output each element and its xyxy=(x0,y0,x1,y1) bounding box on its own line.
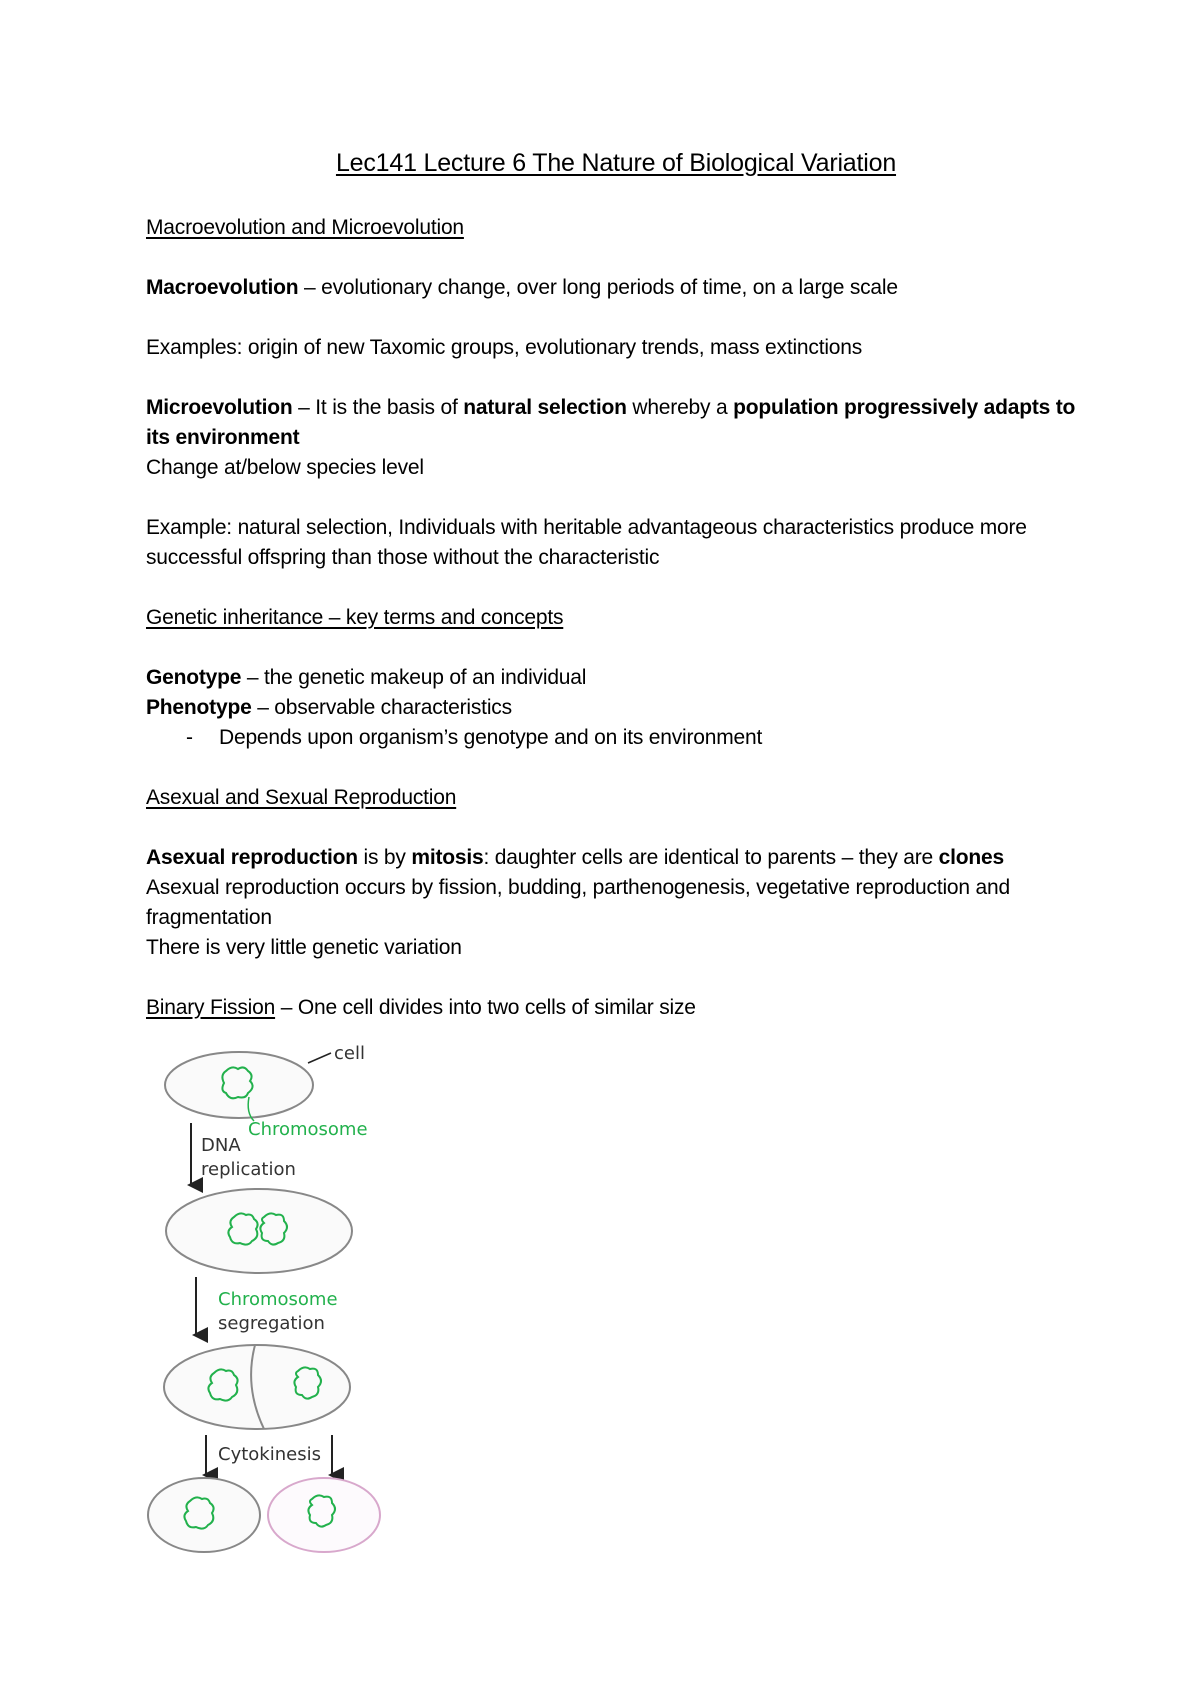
asexual-methods: Asexual reproduction occurs by fission, budding, parthenogenesis, vegetative reproduction and fragmentation xyxy=(146,876,1010,929)
segregation-label: segregation xyxy=(218,1313,325,1334)
macroevolution-term: Macroevolution xyxy=(146,276,299,299)
macroevolution-definition xyxy=(146,273,1086,303)
genotype-definition xyxy=(146,663,1086,693)
chromosome-label-2: Chromosome xyxy=(218,1289,338,1310)
phenotype-text: – observable characteristics xyxy=(251,696,512,719)
cell-label: cell xyxy=(334,1045,365,1064)
asexual-text-2: : daughter cells are identical to parents – they are xyxy=(483,846,939,869)
dna-label: DNA xyxy=(201,1135,241,1156)
mitosis-term: mitosis xyxy=(411,846,484,869)
binary-fission-definition xyxy=(146,993,1086,1023)
genetic-variation-note: There is very little genetic variation xyxy=(146,936,462,959)
chromosome-label-1: Chromosome xyxy=(248,1119,368,1140)
daughter-cell-right xyxy=(268,1478,380,1552)
page-title: Lec141 Lecture 6 The Nature of Biological Variation xyxy=(335,149,897,177)
microevolution-term: Microevolution xyxy=(146,396,293,419)
clones-term: clones xyxy=(938,846,1004,869)
binary-fission-diagram xyxy=(146,1045,406,1565)
microevolution-text-2: whereby a xyxy=(626,396,734,419)
asexual-text-1: is by xyxy=(357,846,412,869)
natural-selection-term: natural selection xyxy=(463,396,627,419)
genotype-term: Genotype xyxy=(146,666,242,689)
section-heading-genetic-inheritance: Genetic inheritance – key terms and concepts xyxy=(146,606,564,629)
asexual-reproduction-term: Asexual reproduction xyxy=(146,846,358,869)
genotype-text: – the genetic makeup of an individual xyxy=(241,666,587,689)
cell-outline-stage-2 xyxy=(166,1189,352,1273)
replication-label: replication xyxy=(201,1159,296,1180)
population-adapts-term: population progressively adapts to its environment xyxy=(146,396,1076,449)
microevolution-example: Example: natural selection, Individuals with heritable advantageous characteristics produce more successful offspring than those without the characteristic xyxy=(146,516,1027,569)
macroevolution-text: – evolutionary change, over long periods of time, on a large scale xyxy=(298,276,898,299)
cell-pointer-line xyxy=(308,1053,331,1063)
section-heading-macro-micro: Macroevolution and Microevolution xyxy=(146,216,464,239)
section-heading-reproduction: Asexual and Sexual Reproduction xyxy=(146,786,457,809)
macroevolution-examples: Examples: origin of new Taxomic groups, evolutionary trends, mass extinctions xyxy=(146,336,863,359)
binary-fission-heading: Binary Fission xyxy=(146,996,276,1019)
cytokinesis-label: Cytokinesis xyxy=(218,1444,321,1465)
phenotype-bullet-text: Depends upon organism’s genotype and on its environment xyxy=(219,726,763,749)
dash-bullet: - xyxy=(186,726,193,749)
binary-fission-text: – One cell divides into two cells of similar size xyxy=(275,996,696,1019)
microevolution-definition xyxy=(146,393,1086,453)
microevolution-change: Change at/below species level xyxy=(146,456,424,479)
daughter-cell-left xyxy=(148,1478,260,1552)
asexual-definition xyxy=(146,843,1086,873)
phenotype-term: Phenotype xyxy=(146,696,252,719)
list-item xyxy=(146,723,1086,753)
cell-outline-stage-3 xyxy=(164,1345,350,1429)
microevolution-text-1: – It is the basis of xyxy=(292,396,464,419)
phenotype-definition xyxy=(146,693,1086,723)
document-body xyxy=(146,146,1086,1023)
binary-fission-svg xyxy=(146,1045,406,1565)
cell-outline-stage-1 xyxy=(165,1052,313,1118)
